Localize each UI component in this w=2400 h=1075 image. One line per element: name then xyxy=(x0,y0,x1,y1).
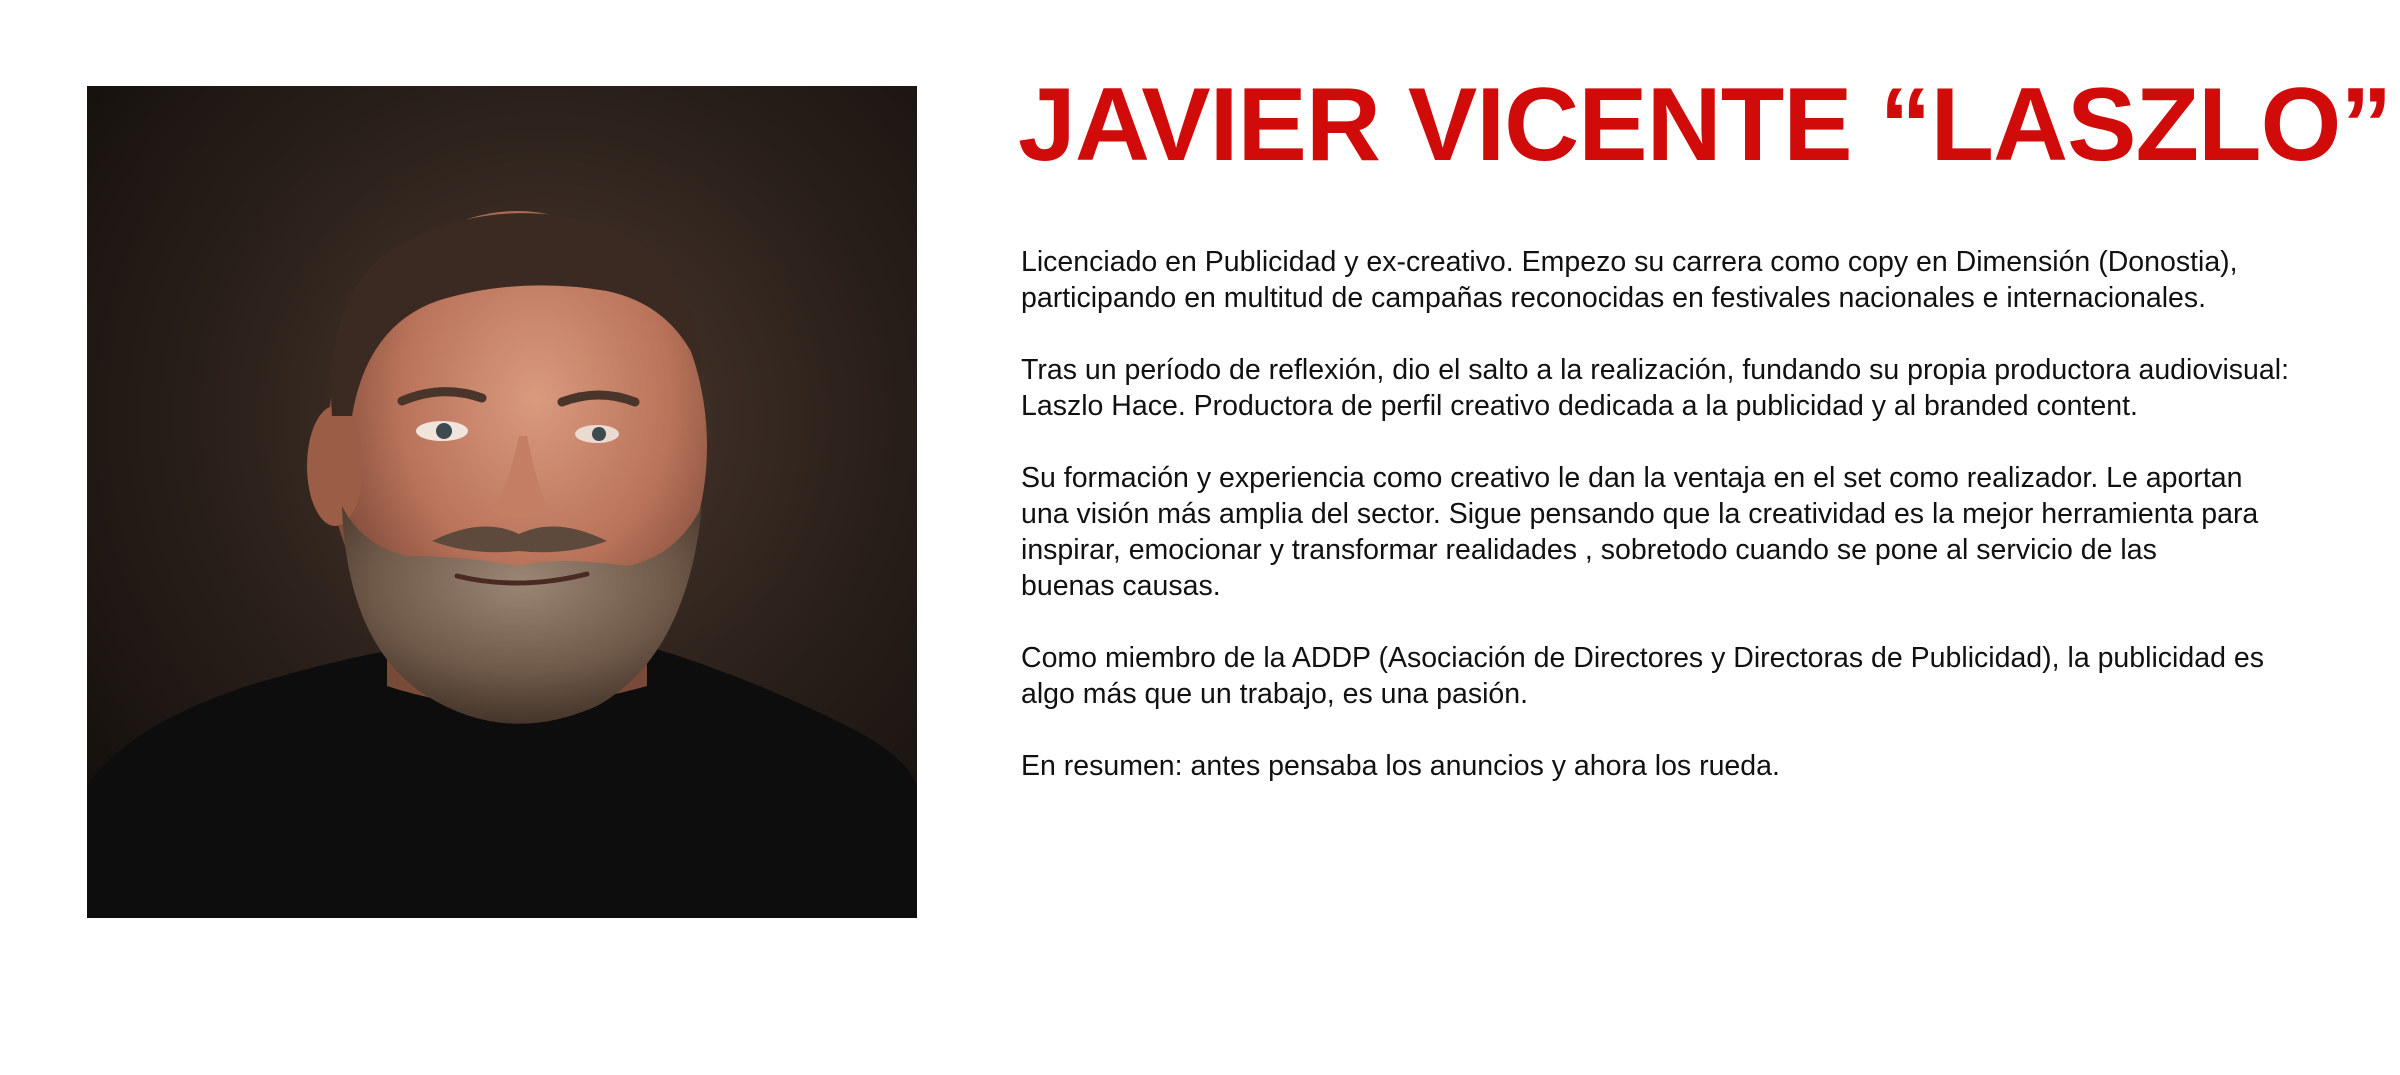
portrait-photo xyxy=(87,86,917,918)
bio-paragraph: Tras un período de reflexión, dio el salto a la realización, fundando su propia productora audiovisual: Laszlo Hace. Productora de perfil creativo dedicada a la publicidad y al branded content. xyxy=(1021,354,2289,422)
bio-paragraph: En resumen: antes pensaba los anuncios y ahora los rueda. xyxy=(1021,750,1780,782)
biography xyxy=(1021,244,2361,820)
bio-paragraph: Su formación y experiencia como creativo le dan la ventaja en el set como realizador. Le aportan una visión más amplia del sector. Sigue pensando que la creatividad es la mejor herramienta para inspirar, emocionar y transformar realidades , sobretodo cuando se pone al servicio de las buenas causas. xyxy=(1021,462,2259,602)
bio-paragraph: Como miembro de la ADDP (Asociación de Directores y Directoras de Publicidad), la publicidad es algo más que un trabajo, es una pasión. xyxy=(1021,642,2264,710)
bio-paragraph: Licenciado en Publicidad y ex-creativo. Empezo su carrera como copy en Dimensión (Donostia), participando en multitud de campañas reconocidas en festivales nacionales e internacionales. xyxy=(1021,246,2238,314)
person-name-title: JAVIER VICENTE “LASZLO” xyxy=(1018,67,2392,183)
portrait-illustration xyxy=(87,86,917,918)
